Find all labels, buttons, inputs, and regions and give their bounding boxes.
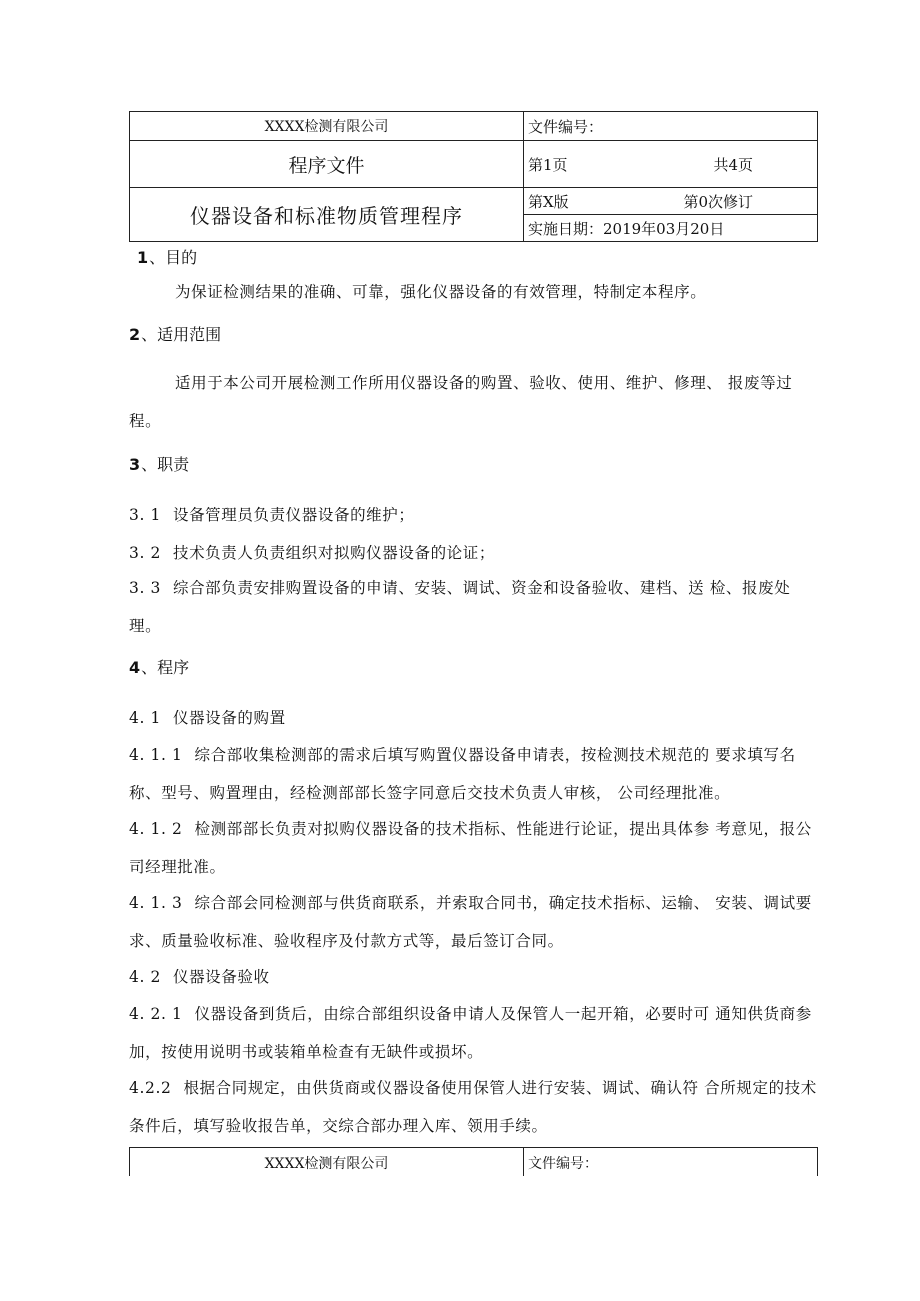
section-3-item: 3. 2 技术负责人负责组织对拟购仪器设备的论证； bbox=[129, 544, 495, 562]
next-page-header-table bbox=[129, 1147, 818, 1177]
edition-info bbox=[524, 188, 818, 215]
document-type: 程序文件 bbox=[130, 141, 524, 188]
file-number-label: 文件编号： bbox=[524, 1148, 818, 1178]
file-number-label: 文件编号： bbox=[524, 112, 818, 141]
section-2-heading: 2、适用范围 bbox=[129, 325, 222, 344]
section-1-heading: 1、目的 bbox=[137, 248, 198, 267]
revision: 第0次修订 bbox=[683, 192, 753, 211]
section-4-item: 4.2.2 根据合同规定，由供货商或仪器设备使用保管人进行安装、调试、确认符 合所规定的技术条件后，填写验收报告单，交综合部办理入库、领用手续。 bbox=[129, 1079, 817, 1135]
section-3-item: 3. 3 综合部负责安排购置设备的申请、安装、调试、资金和设备验收、建档、送 检、报废处理。 bbox=[129, 579, 791, 635]
section-1-text: 为保证检测结果的准确、可靠，强化仪器设备的有效管理，特制定本程序。 bbox=[175, 283, 707, 301]
company-name: XXXX检测有限公司 bbox=[130, 112, 524, 141]
section-4-item: 4. 2 仪器设备验收 bbox=[129, 968, 270, 986]
company-name: XXXX检测有限公司 bbox=[130, 1148, 524, 1178]
page-number: 第1页 bbox=[528, 155, 568, 174]
total-pages: 共4页 bbox=[713, 155, 753, 174]
section-4-item: 4. 1. 2 检测部部长负责对拟购仪器设备的技术指标、性能进行论证，提出具体参 考意见，报公司经理批准。 bbox=[129, 820, 812, 876]
section-4-item: 4. 1 仪器设备的购置 bbox=[129, 709, 286, 727]
section-4-heading: 4、程序 bbox=[129, 658, 190, 677]
page-cutoff bbox=[0, 1176, 920, 1301]
edition: 第X版 bbox=[528, 192, 569, 211]
section-4-item: 4. 1. 1 综合部收集检测部的需求后填写购置仪器设备申请表，按检测技术规范的 要求填写名称、型号、购置理由，经检测部部长签字同意后交技术负责人审核， 公司经理批准。 bbox=[129, 746, 796, 802]
section-3-heading: 3、职责 bbox=[129, 455, 190, 474]
document-header-table bbox=[129, 111, 818, 242]
section-4-item: 4. 1. 3 综合部会同检测部与供货商联系，并索取合同书，确定技术指标、运输、 安装、调试要求、质量验收标准、验收程序及付款方式等，最后签订合同。 bbox=[129, 894, 812, 950]
page-info bbox=[524, 141, 818, 188]
section-4-item: 4. 2. 1 仪器设备到货后，由综合部组织设备申请人及保管人一起开箱，必要时可 通知供货商参加，按使用说明书或装箱单检查有无缺件或损坏。 bbox=[129, 1005, 812, 1061]
effective-date: 实施日期：2019年03月20日 bbox=[524, 215, 818, 242]
section-3-item: 3. 1 设备管理员负责仪器设备的维护； bbox=[129, 506, 415, 524]
document-title: 仪器设备和标准物质管理程序 bbox=[130, 188, 524, 242]
section-2-text: 适用于本公司开展检测工作所用仪器设备的购置、验收、使用、维护、修理、 报废等过程。 bbox=[129, 374, 793, 430]
